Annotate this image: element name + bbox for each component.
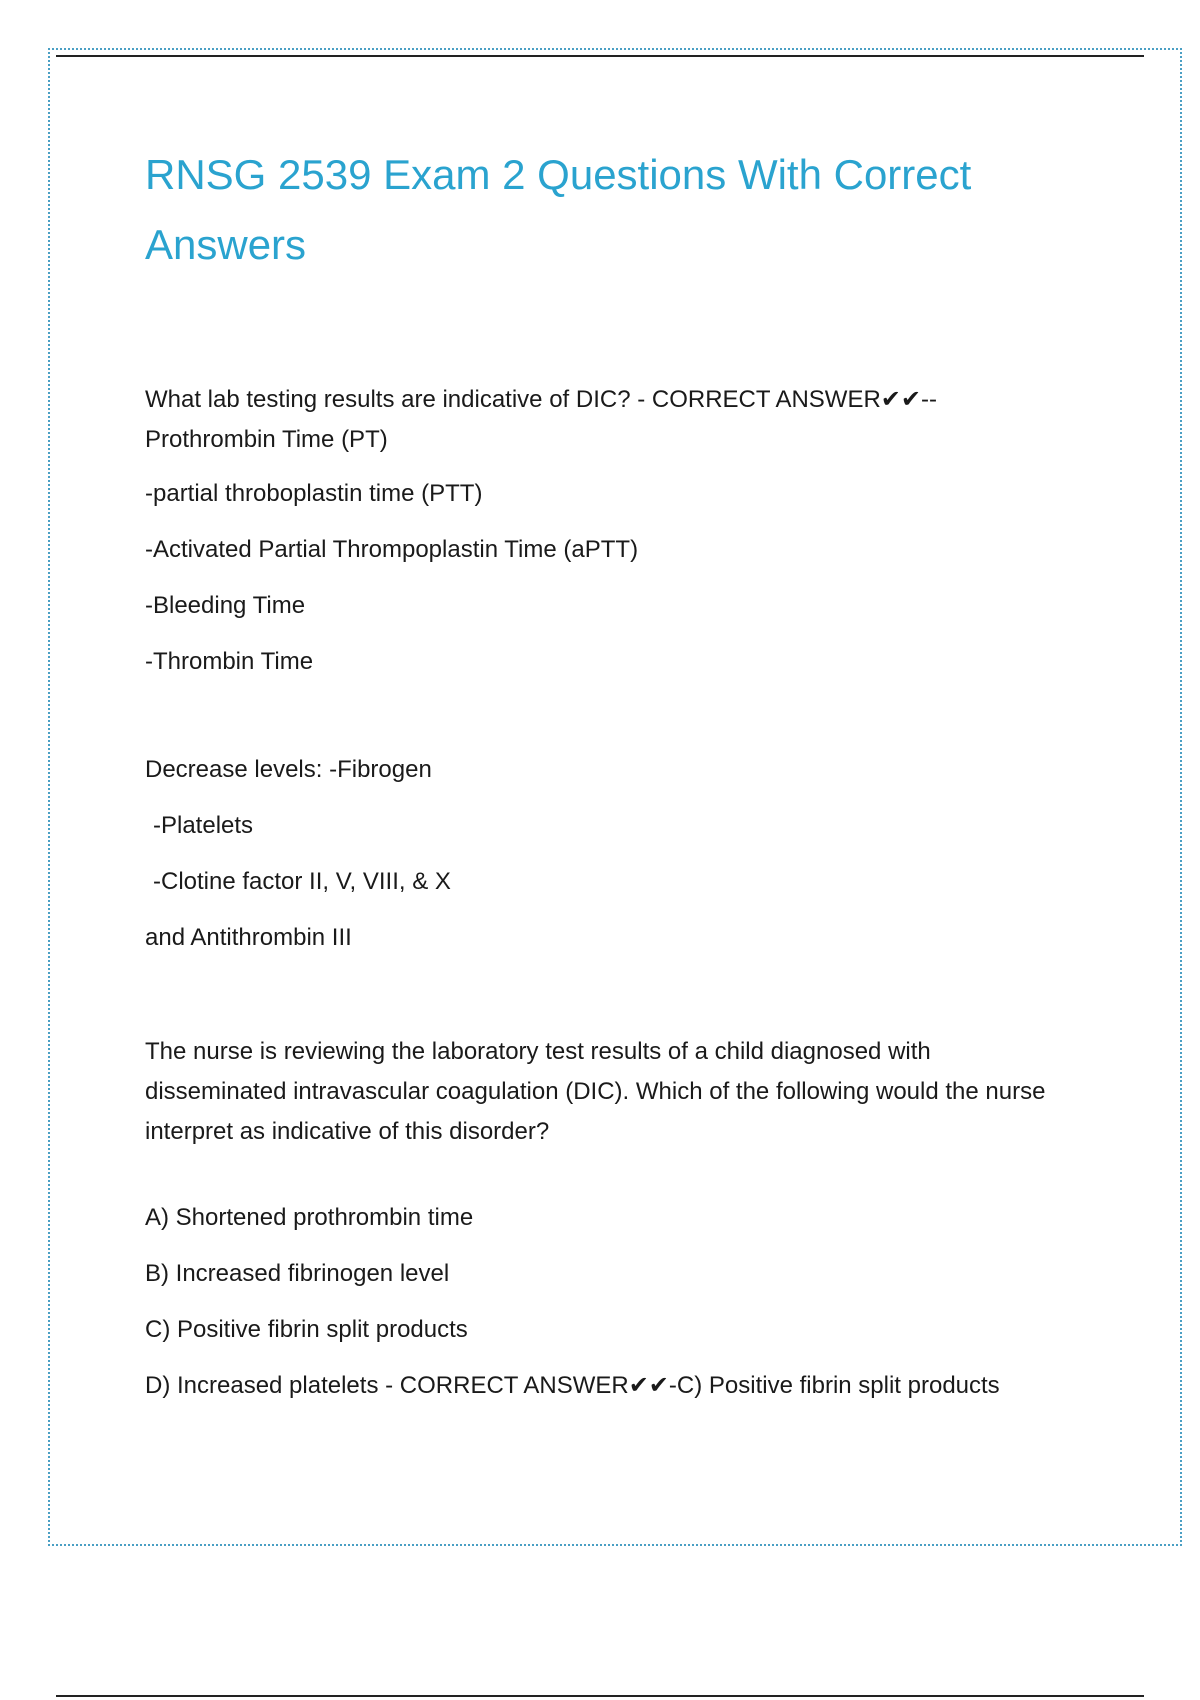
answer-item: -partial throboplastin time (PTT) xyxy=(145,480,483,507)
decrease-levels-line: -Clotine factor II, V, VIII, & X xyxy=(153,868,451,895)
decrease-levels-line: and Antithrombin III xyxy=(145,924,352,951)
spacer xyxy=(145,698,1075,750)
answer-item: -Thrombin Time xyxy=(145,648,314,675)
question-1-line-2: Prothrombin Time (PT) xyxy=(145,426,388,453)
decrease-levels-line: Decrease levels: -Fibrogen xyxy=(145,756,432,783)
answer-item: -Activated Partial Thrompoplastin Time (aPTT) xyxy=(145,536,639,563)
option-d-with-answer: D) Increased platelets - CORRECT ANSWER✔✔-C) Positive fibrin split products xyxy=(145,1372,1000,1399)
question-1 xyxy=(145,380,1075,460)
decrease-levels-line: -Platelets xyxy=(153,812,254,839)
answer-item: -Bleeding Time xyxy=(145,592,306,619)
option-a: A) Shortened prothrombin time xyxy=(145,1204,474,1231)
header-rule xyxy=(56,55,1144,57)
document-title: RNSG 2539 Exam 2 Questions With Correct Answers xyxy=(145,151,972,268)
document-body xyxy=(145,380,1075,1422)
footer-rule xyxy=(56,1695,1144,1697)
option-c: C) Positive fibrin split products xyxy=(145,1316,468,1343)
spacer xyxy=(145,974,1075,1032)
option-b: B) Increased fibrinogen level xyxy=(145,1260,450,1287)
question-1-line-1: What lab testing results are indicative of DIC? - CORRECT ANSWER✔✔-- xyxy=(145,386,937,413)
question-2: The nurse is reviewing the laboratory test results of a child diagnosed with disseminated intravascular coagulation (DIC). Which of the following would the nurse interpret as indicative of this disorder? xyxy=(145,1038,1046,1145)
